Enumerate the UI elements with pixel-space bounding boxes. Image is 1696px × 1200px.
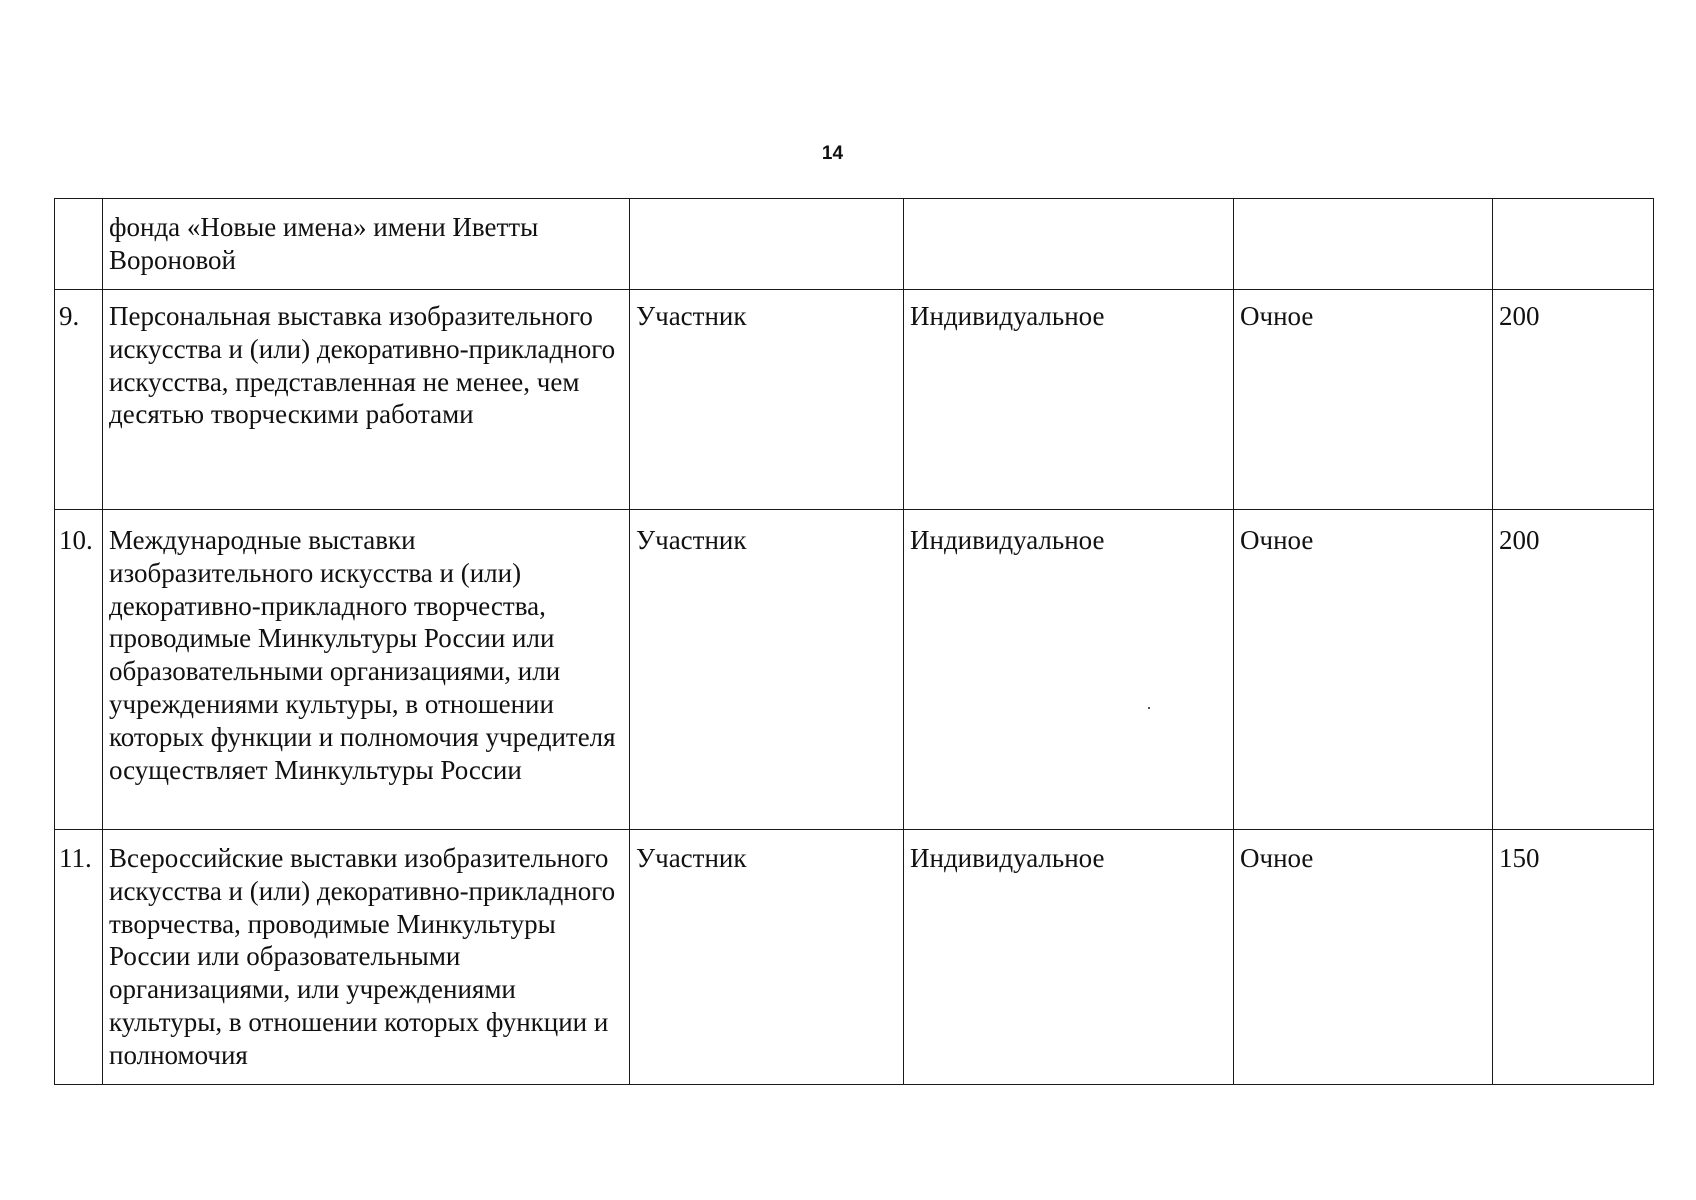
points-cell: 150 [1493, 830, 1654, 1085]
form-cell: Очное [1234, 830, 1493, 1085]
achievement-name-cell: Международные выставки изобразительного искусства и (или) декоративно-прикладного творчества, проводимые Минкультуры России или образовательными организациями, или учреждениями культуры, в отношении которых функции и полномочия учредителя осуществляет Минкультуры России [103, 510, 630, 830]
participation-cell [904, 199, 1234, 290]
scan-speck [1148, 707, 1150, 709]
row-number-cell [55, 199, 103, 290]
participation-cell: Индивидуальное [904, 510, 1234, 830]
form-cell [1234, 199, 1493, 290]
points-cell [1493, 199, 1654, 290]
achievements-table [54, 198, 1654, 1085]
table-row [55, 510, 1654, 830]
points-cell: 200 [1493, 510, 1654, 830]
role-cell: Участник [630, 830, 904, 1085]
table-row [55, 830, 1654, 1085]
table-row [55, 199, 1654, 290]
role-cell: Участник [630, 290, 904, 510]
achievement-name-cell: Персональная выставка изобразительного искусства и (или) декоративно-прикладного искусства, представленная не менее, чем десятью творческими работами [103, 290, 630, 510]
page-number: 14 [821, 143, 844, 164]
form-cell: Очное [1234, 510, 1493, 830]
role-cell [630, 199, 904, 290]
achievement-name-cell: фонда «Новые имена» имени Иветты Вороновой [103, 199, 630, 290]
participation-cell: Индивидуальное [904, 290, 1234, 510]
role-cell: Участник [630, 510, 904, 830]
achievement-name-cell: Всероссийские выставки изобразительного искусства и (или) декоративно-прикладного творчества, проводимые Минкультуры России или образовательными организациями, или учреждениями культуры, в отношении которых функции и полномочия [103, 830, 630, 1085]
row-number-cell: 10. [55, 510, 103, 830]
points-cell: 200 [1493, 290, 1654, 510]
form-cell: Очное [1234, 290, 1493, 510]
participation-cell: Индивидуальное [904, 830, 1234, 1085]
row-number-cell: 9. [55, 290, 103, 510]
row-number-cell: 11. [55, 830, 103, 1085]
table-row [55, 290, 1654, 510]
